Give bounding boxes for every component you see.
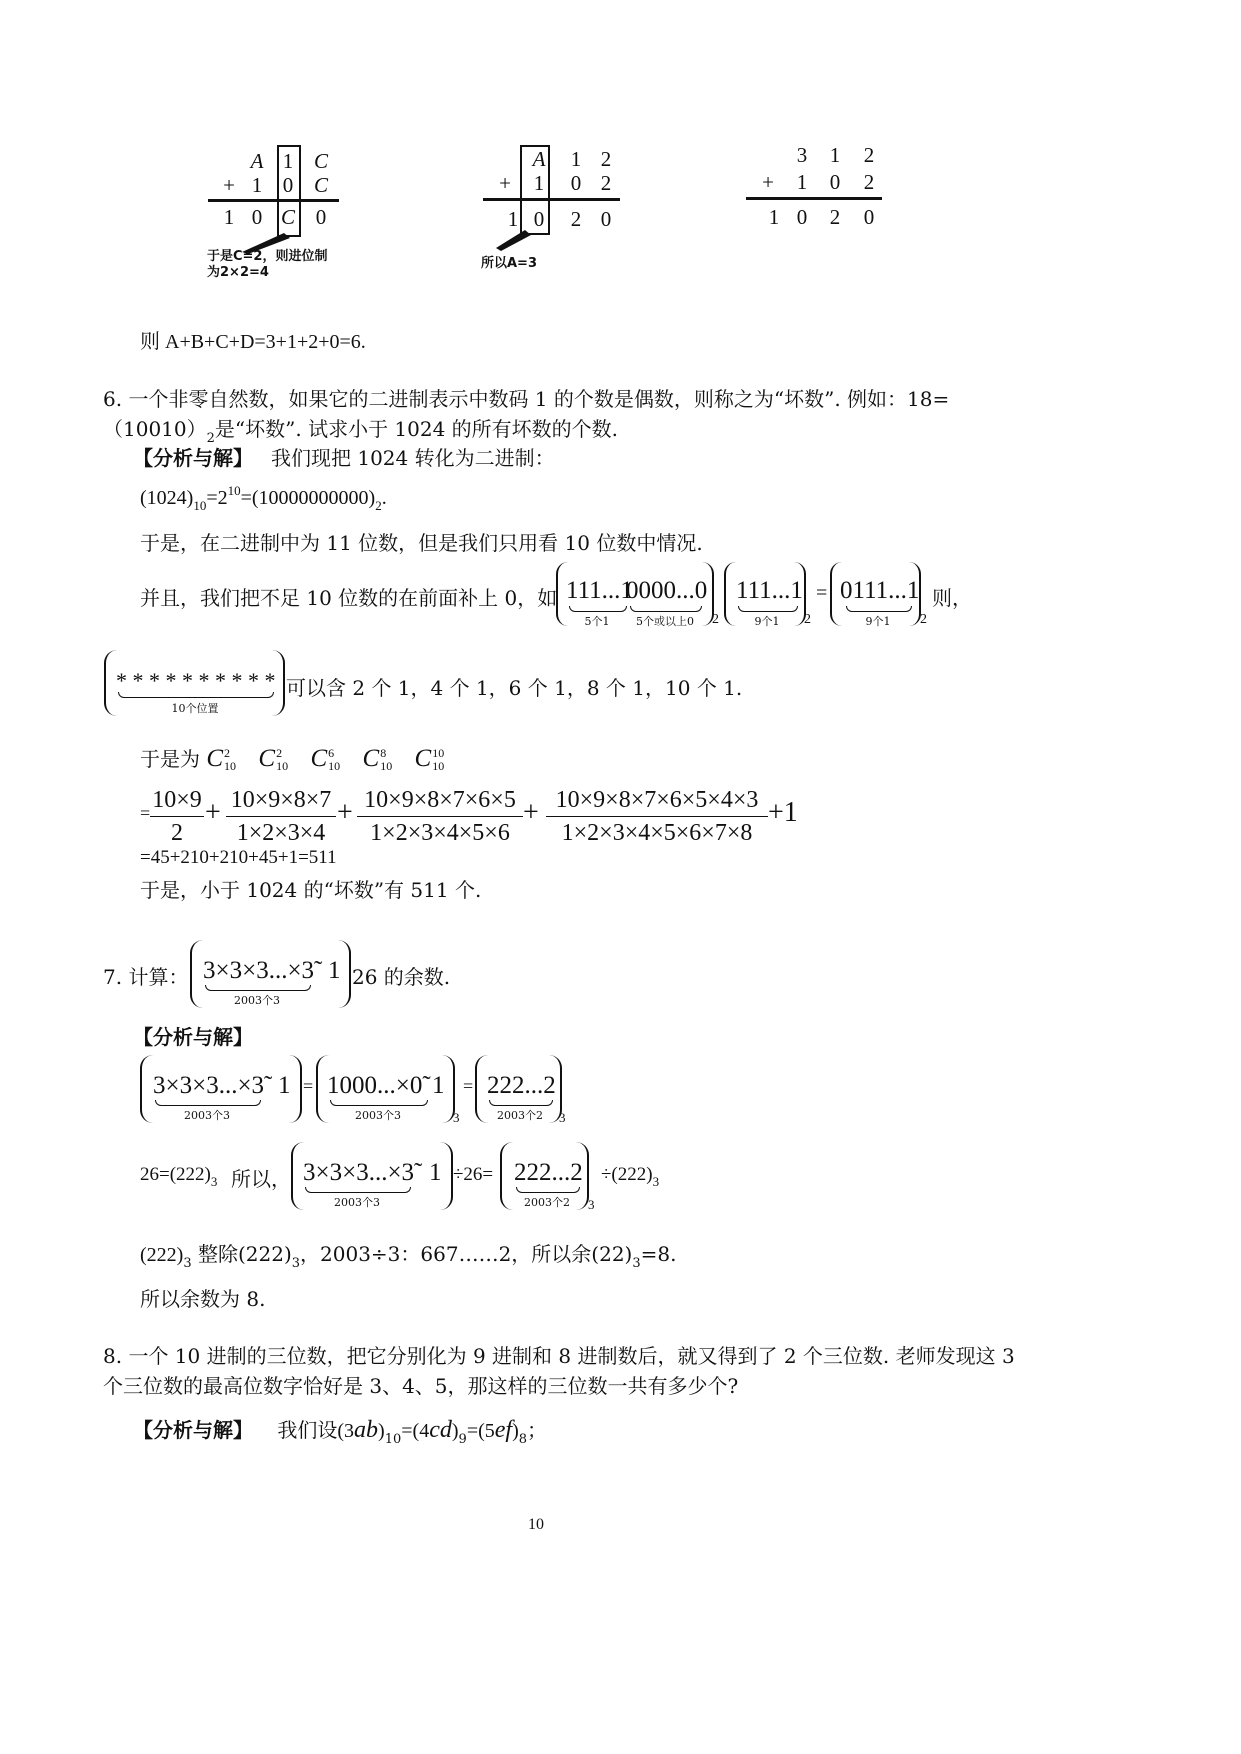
sum-result: =45+210+210+45+1=511 — [140, 847, 337, 868]
comb-sub: 10 — [380, 759, 393, 774]
subscript: 10 — [384, 1432, 402, 1447]
numerator: 10×9×8×7×6×5×4×3 — [546, 787, 768, 817]
digit: 1 — [829, 143, 841, 167]
digit: 1 — [282, 149, 294, 173]
digit: 0 — [796, 205, 808, 229]
underbrace — [489, 1100, 553, 1106]
digit: + — [499, 171, 511, 195]
digit: C — [313, 173, 328, 197]
highlight-column-box — [277, 145, 301, 237]
comb-sub: 10 — [432, 759, 445, 774]
comb-term — [363, 745, 393, 772]
subscript: 3 — [588, 1197, 595, 1212]
text-span: ÷(222) — [601, 1164, 653, 1185]
digit: 0 — [533, 207, 545, 231]
sum-line — [483, 198, 620, 201]
product-expression: 3×3×3...×3̃ — [153, 1072, 265, 1099]
right-paren — [272, 650, 285, 716]
term: 1 — [278, 1072, 291, 1099]
brace-label: 10个位置 — [171, 702, 219, 715]
digit: 3 — [796, 143, 808, 167]
subscript: 3 — [183, 1256, 192, 1271]
plus-sign: + — [205, 797, 221, 828]
numerator: 10×9×8×7 — [226, 787, 336, 817]
subscript: 2 — [375, 498, 382, 513]
diagram-note: 所以A=3 — [481, 256, 537, 271]
digits: 0000...0 — [626, 577, 708, 604]
brace-label: 9个1 — [754, 615, 780, 628]
brace-label: 9个1 — [865, 615, 891, 628]
digits: 111...1 — [736, 577, 803, 604]
right-paren — [338, 940, 351, 1008]
comb-term — [310, 745, 340, 772]
brace-label: 2003个3 — [234, 994, 280, 1007]
underbrace — [118, 692, 274, 698]
digits: 111...1 — [566, 577, 633, 604]
comb-term — [415, 745, 445, 772]
text-span: ) — [451, 1420, 459, 1442]
comb-sup: 8 — [380, 746, 387, 761]
note-line: 于是C=2，则进位制 — [207, 249, 328, 264]
text-span: =2 — [206, 487, 228, 509]
comb-letter: C — [206, 745, 224, 772]
subscript: 3 — [652, 1174, 660, 1189]
digit: 0 — [570, 171, 582, 195]
division-text: ÷26= — [453, 1164, 494, 1185]
comb-index — [328, 747, 340, 773]
paragraph: 并且，我们把不足 10 位数的在前面补上 0，如 — [140, 586, 558, 610]
denominator: 2 — [171, 820, 183, 846]
comb-term — [206, 745, 236, 772]
comb-sub: 10 — [276, 759, 289, 774]
problem-6-line-1: 6. 一个非零自然数，如果它的二进制表示中数码 1 的个数是偶数，则称之为“坏数”. 例如：18= — [103, 387, 950, 411]
digit: C — [313, 149, 328, 173]
text-span: (222) — [140, 1244, 184, 1266]
underbrace — [569, 606, 627, 612]
binary-conversion — [140, 483, 387, 514]
comb-index — [224, 747, 236, 773]
term: 1 — [328, 957, 341, 984]
brace-label: 2003个3 — [184, 1109, 230, 1122]
underbrace — [738, 606, 798, 612]
digits: 222...2 — [514, 1159, 583, 1186]
fraction — [226, 787, 336, 847]
plus-sign: + — [523, 797, 539, 828]
text-span: =(5 — [466, 1420, 495, 1442]
analysis-label: 【分析与解】 — [133, 1418, 253, 1442]
text-span: =(4 — [401, 1420, 430, 1442]
subscript: 8 — [518, 1432, 528, 1447]
digit: 1 — [570, 147, 582, 171]
equals-sign: = — [463, 1076, 474, 1096]
subscript: 3 — [291, 1256, 301, 1271]
underbrace — [516, 1187, 580, 1193]
diagram-note — [207, 249, 327, 281]
text-span: 我们设 — [277, 1418, 338, 1442]
digit: 0 — [251, 205, 263, 229]
text-span: =8. — [640, 1242, 677, 1266]
text-span: 整除(222) — [197, 1242, 292, 1266]
subscript: 3 — [453, 1110, 460, 1125]
text-span: 于是为 — [140, 747, 200, 771]
subscript: 2 — [712, 612, 719, 627]
comb-sup: 2 — [224, 746, 231, 761]
subscript: 2 — [920, 612, 927, 627]
comb-letter: C — [310, 745, 328, 772]
text-span: （10010） — [103, 417, 207, 441]
left-paren — [140, 1055, 153, 1123]
digit: 1 — [223, 205, 235, 229]
comb-sub: 10 — [328, 759, 341, 774]
denominator: 1×2×3×4×5×6×7×8 — [561, 820, 753, 846]
conclusion-6: 于是，小于 1024 的“坏数”有 511 个. — [140, 878, 482, 902]
fraction — [150, 787, 204, 847]
division-text — [601, 1164, 659, 1190]
comb-term — [258, 745, 288, 772]
text-span: ) — [512, 1420, 519, 1442]
comb-sup: 6 — [328, 746, 335, 761]
text-span: 则， — [932, 586, 972, 610]
digit: 0 — [315, 205, 327, 229]
analysis-8 — [133, 1414, 547, 1447]
problem-8-line-2: 个三位数的最高位数字恰好是 3、4、5，那这样的三位数一共有多少个? — [103, 1374, 739, 1398]
brace-label: 5个或以上0 — [636, 615, 694, 628]
paragraph: 可以含 2 个 1，4 个 1，6 个 1，8 个 1，10 个 1. — [286, 676, 743, 700]
text-span: 是“坏数”. 试求小于 1024 的所有坏数的个数. — [214, 417, 619, 441]
variable: ef — [494, 1417, 513, 1443]
subscript: 3 — [559, 1110, 566, 1125]
text-span: 26 的余数. — [352, 965, 451, 989]
equals-sign: = — [816, 582, 828, 604]
underbrace — [155, 1100, 261, 1106]
product-expression: 3×3×3...×3̃ — [303, 1159, 415, 1186]
term: 1 — [429, 1159, 442, 1186]
digits: 0111...1 — [840, 577, 920, 604]
plus-one: +1 — [768, 797, 798, 828]
sum-line — [208, 199, 339, 202]
text-span: ； — [527, 1418, 548, 1442]
digit: 2 — [600, 147, 612, 171]
denominator: 1×2×3×4 — [236, 820, 326, 846]
result-line: 则 A+B+C+D=3+1+2+0=6. — [140, 331, 366, 353]
digit: A — [532, 147, 546, 171]
comb-sup: 10 — [432, 746, 445, 761]
digit: 2 — [600, 171, 612, 195]
equals-sign: = — [303, 1076, 314, 1096]
subscript: 3 — [632, 1256, 641, 1271]
product-expression: 3×3×3...×3̃ — [203, 957, 315, 984]
text-span: 所以， — [231, 1167, 291, 1191]
analysis-label: 【分析与解】 — [133, 1025, 253, 1049]
pointer-arrow — [495, 229, 531, 253]
subscript: 9 — [458, 1432, 467, 1447]
fraction — [546, 787, 768, 847]
digit: A — [250, 149, 264, 173]
problem-7-label: 7. 计算： — [103, 965, 189, 989]
brace-label: 2003个3 — [355, 1109, 401, 1122]
base-3-expression — [140, 1164, 217, 1190]
text-span: ) — [378, 1420, 385, 1442]
comb-index — [276, 747, 288, 773]
variable: ab — [354, 1417, 379, 1443]
right-paren — [289, 1055, 302, 1123]
combination-line — [140, 743, 444, 773]
underbrace — [630, 606, 702, 612]
text-span: 26=(222) — [140, 1164, 211, 1185]
underbrace — [330, 1100, 428, 1106]
variable: cd — [429, 1417, 452, 1443]
left-paren — [724, 562, 736, 626]
brace-label: 5个1 — [584, 615, 610, 628]
digit: 1 — [533, 171, 545, 195]
superscript: 10 — [227, 483, 241, 498]
comb-letter: C — [258, 745, 276, 772]
comb-letter: C — [414, 745, 432, 772]
left-paren — [190, 940, 203, 1008]
text-span: (3 — [337, 1420, 355, 1442]
numerator: 10×9×8×7×6×5 — [357, 787, 523, 817]
brace-label: 2003个3 — [334, 1196, 380, 1209]
comb-index — [380, 747, 392, 773]
comb-sup: 2 — [276, 746, 283, 761]
plus-sign: + — [337, 797, 353, 828]
note-line: 为2×2=4 — [207, 265, 269, 280]
subscript: 10 — [193, 498, 207, 513]
digit: 0 — [863, 205, 875, 229]
fraction — [357, 787, 523, 847]
digit: 2 — [863, 170, 875, 194]
text-span: . — [381, 487, 387, 509]
text-span: 我们现把 1024 转化为二进制： — [271, 446, 555, 470]
digit: + — [762, 170, 774, 194]
sum-line — [746, 197, 882, 200]
product-expression: 1000...×0̃ — [327, 1072, 423, 1099]
right-paren — [440, 1142, 453, 1210]
digit: 2 — [829, 205, 841, 229]
left-paren — [500, 1142, 513, 1210]
text-span: =(10000000000) — [240, 487, 376, 509]
comb-index — [432, 747, 444, 773]
digit: 2 — [570, 207, 582, 231]
digit: 0 — [600, 207, 612, 231]
digit: 1 — [507, 207, 519, 231]
highlight-column-box — [520, 145, 550, 235]
digit: C — [280, 205, 295, 229]
digit: + — [223, 173, 235, 197]
digit: 1 — [251, 173, 263, 197]
text-span: (1024) — [140, 487, 194, 509]
star-digits: * * * * * * * * * * — [116, 668, 276, 693]
digit: 0 — [829, 170, 841, 194]
underbrace — [205, 985, 311, 991]
subscript: 2 — [206, 431, 215, 446]
brace-label: 2003个2 — [524, 1196, 570, 1209]
problem-8-line-1: 8. 一个 10 进制的三位数，把它分别化为 9 进制和 8 进制数后，就又得到了 2 个三位数. 老师发现这 3 — [103, 1344, 1015, 1368]
underbrace — [846, 606, 912, 612]
analysis-6 — [133, 442, 555, 471]
page-number: 10 — [528, 1516, 544, 1533]
term: 1 — [432, 1072, 445, 1099]
comb-letter: C — [362, 745, 380, 772]
brace-label: 2003个2 — [497, 1109, 543, 1122]
analysis-label: 【分析与解】 — [133, 446, 253, 470]
underbrace — [305, 1187, 411, 1193]
subscript: 2 — [804, 612, 811, 627]
numerator: 10×9 — [150, 787, 204, 817]
subscript: 3 — [210, 1174, 218, 1189]
digit: 0 — [282, 173, 294, 197]
digit: 1 — [768, 205, 780, 229]
paragraph: 于是，在二进制中为 11 位数，但是我们只用看 10 位数中情况. — [140, 531, 703, 555]
digit: 2 — [863, 143, 875, 167]
denominator: 1×2×3×4×5×6 — [370, 820, 510, 846]
text-span: ，2003÷3：667……2，所以余(22) — [300, 1242, 633, 1266]
conclusion-7: 所以余数为 8. — [140, 1287, 266, 1311]
equals-sign: = — [140, 803, 151, 823]
digit: 1 — [796, 170, 808, 194]
comb-sub: 10 — [224, 759, 237, 774]
digits: 222...2 — [487, 1072, 556, 1099]
paragraph — [140, 1238, 677, 1271]
